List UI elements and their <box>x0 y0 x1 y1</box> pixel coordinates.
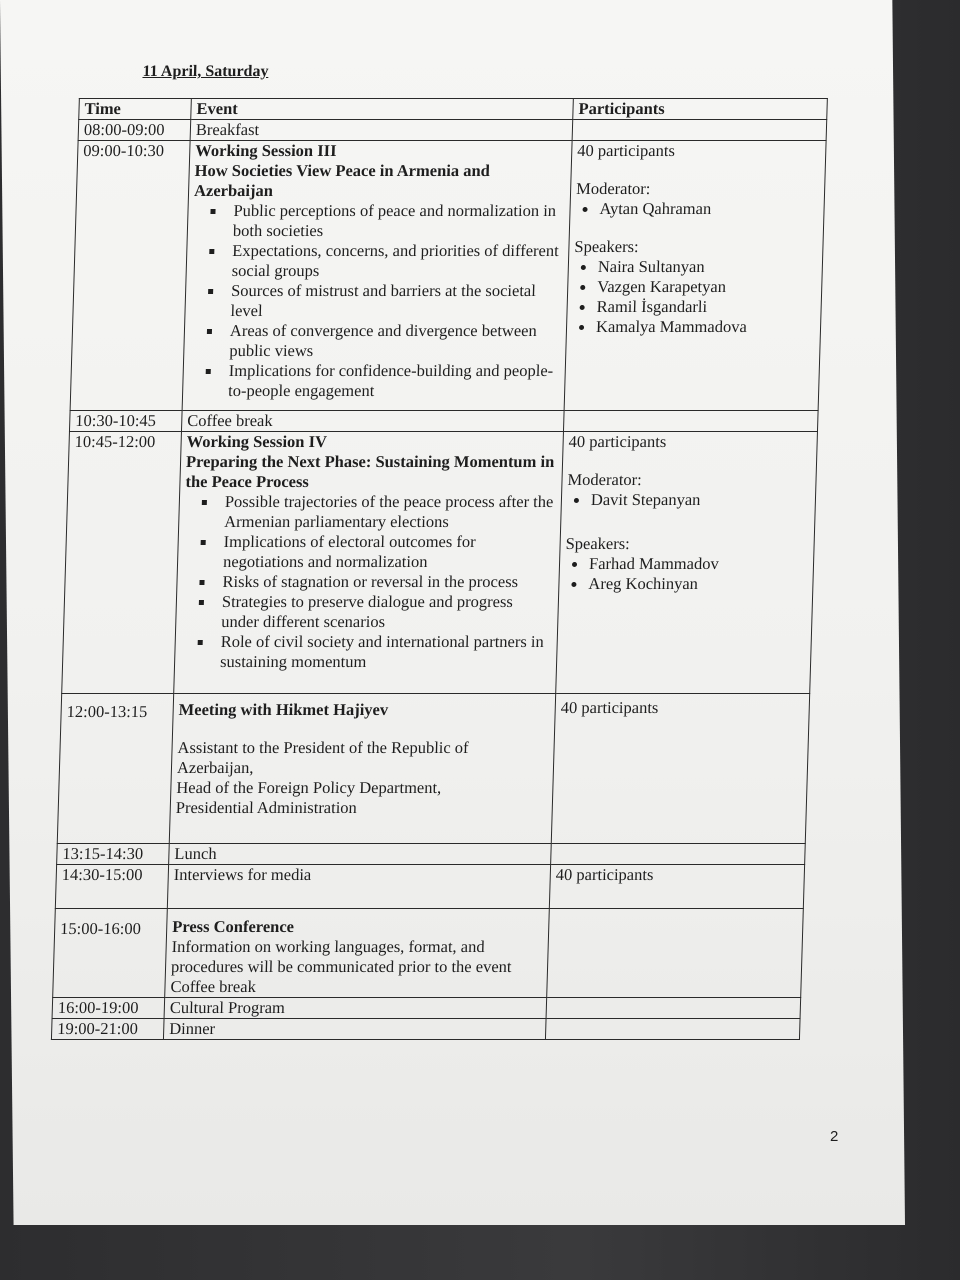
table-row <box>53 909 804 998</box>
row-event <box>169 694 555 844</box>
list-item: Aytan Qahraman <box>579 199 819 219</box>
row-participants: 40 participants <box>549 865 804 909</box>
row-participants <box>564 141 826 411</box>
participant-count: 40 participants <box>577 141 676 160</box>
participant-count: 40 participants <box>568 432 667 451</box>
speaker-list <box>572 257 817 337</box>
row-time: 09:00-10:30 <box>70 141 190 411</box>
table-row <box>55 865 804 909</box>
row-time: 14:30-15:00 <box>55 865 168 909</box>
row-time: 10:30-10:45 <box>69 411 182 432</box>
meeting-title: Meeting with Hikmet Hajiyev <box>178 700 389 719</box>
session-title: Working Session III <box>195 141 337 160</box>
session-title: Working Session IV <box>186 432 328 451</box>
moderator-label: Moderator: <box>567 470 643 489</box>
table-row <box>52 998 801 1019</box>
row-participants <box>551 694 809 844</box>
row-time: 15:00-16:00 <box>53 909 168 998</box>
row-time: 19:00-21:00 <box>51 1019 164 1040</box>
schedule-document <box>51 60 828 1040</box>
list-item: Sources of mistrust and barriers at the societal level <box>200 281 562 321</box>
speaker-list <box>564 554 808 594</box>
header-participants: Participants <box>573 99 828 120</box>
list-item: Risks of stagnation or reversal in the process <box>192 572 554 592</box>
table-header-row <box>79 99 828 120</box>
list-item: Areg Kochinyan <box>568 574 808 594</box>
list-item: Davit Stepanyan <box>571 490 811 510</box>
row-event: Breakfast <box>190 120 573 141</box>
list-item: Naira Sultanyan <box>578 257 818 277</box>
table-row <box>78 120 827 141</box>
table-row <box>57 844 806 865</box>
press-title: Press Conference <box>172 917 295 936</box>
list-item: Expectations, concerns, and priorities of different social groups <box>201 241 563 281</box>
row-event: Interviews for media <box>167 865 550 909</box>
row-time: 16:00-19:00 <box>52 998 165 1019</box>
header-event: Event <box>191 99 574 120</box>
meeting-description-line: Presidential Administration <box>175 798 358 817</box>
table-row <box>70 141 826 411</box>
list-item: Public perceptions of peace and normalization in both societies <box>203 201 565 241</box>
row-event <box>174 432 564 694</box>
row-event: Dinner <box>163 1019 546 1040</box>
meeting-description-line: Azerbaijan, <box>176 758 254 777</box>
row-participants <box>551 844 806 865</box>
list-item: Strategies to preserve dialogue and progress under different scenarios <box>191 592 553 632</box>
table-row <box>51 1019 800 1040</box>
row-time: 10:45-12:00 <box>62 432 182 694</box>
topic-list <box>188 201 565 401</box>
row-time: 08:00-09:00 <box>78 120 191 141</box>
row-participants <box>546 998 801 1019</box>
table-row <box>62 432 818 694</box>
speakers-label: Speakers: <box>574 237 639 256</box>
row-participants <box>563 411 818 432</box>
row-event: Coffee break <box>181 411 564 432</box>
row-event: Cultural Program <box>164 998 547 1019</box>
list-item: Implications of electoral outcomes for negotiations and normalization <box>193 532 555 572</box>
moderator-label: Moderator: <box>575 179 651 198</box>
press-extra: Coffee break <box>170 977 257 996</box>
speakers-label: Speakers: <box>565 534 631 553</box>
list-item: Implications for confidence-building and people-to-people engagement <box>198 361 560 401</box>
moderator-list <box>567 490 811 510</box>
participant-count: 40 participants <box>560 698 659 717</box>
moderator-list <box>575 199 819 219</box>
meeting-description-line: Assistant to the President of the Republic of <box>177 738 469 757</box>
row-participants <box>572 120 827 141</box>
list-item: Farhad Mammadov <box>569 554 809 574</box>
row-participants <box>545 1019 800 1040</box>
page-number: 2 <box>830 1128 839 1145</box>
session-subtitle: How Societies View Peace in Armenia and Azerbaijan <box>193 161 491 200</box>
row-participants <box>556 432 818 694</box>
list-item: Kamalya Mammadova <box>576 317 816 337</box>
row-time: 13:15-14:30 <box>57 844 170 865</box>
topic-list <box>180 492 556 672</box>
header-time: Time <box>79 99 192 120</box>
schedule-table <box>51 98 828 1040</box>
press-description: Information on working languages, format, and procedures will be communicated prior to the event <box>170 937 512 976</box>
list-item: Ramil İsgandarli <box>576 297 816 317</box>
table-row <box>57 694 809 844</box>
list-item: Possible trajectories of the peace process after the Armenian parliamentary elections <box>194 492 556 532</box>
row-event <box>165 909 550 998</box>
row-event <box>182 141 572 411</box>
table-row <box>69 411 818 432</box>
list-item: Areas of convergence and divergence between public views <box>199 321 561 361</box>
meeting-description-line: Head of the Foreign Policy Department, <box>176 778 442 797</box>
date-heading: 11 April, Saturday <box>142 63 269 80</box>
session-subtitle: Preparing the Next Phase: Sustaining Momentum in the Peace Process <box>185 452 555 491</box>
list-item: Vazgen Karapetyan <box>577 277 817 297</box>
row-event: Lunch <box>169 844 552 865</box>
row-participants <box>547 909 804 998</box>
list-item: Role of civil society and international partners in sustaining momentum <box>190 632 552 672</box>
row-time: 12:00-13:15 <box>57 694 173 844</box>
